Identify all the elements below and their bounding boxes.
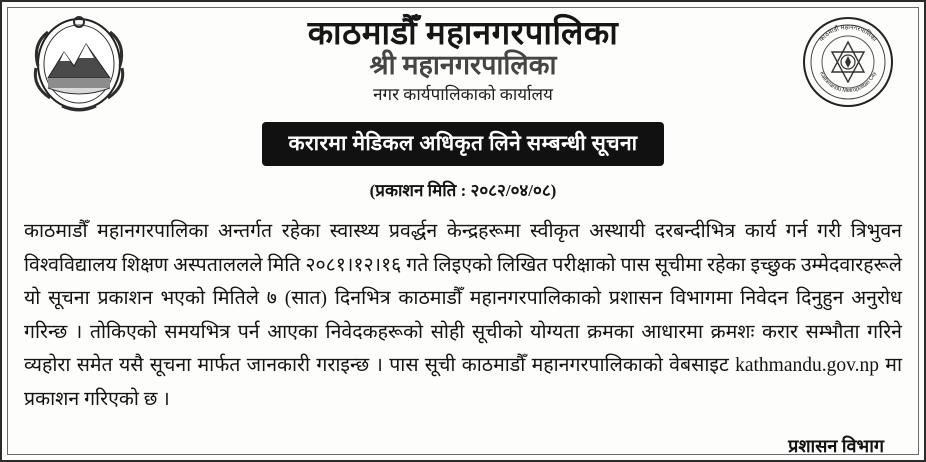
- document-header: [2, 2, 924, 120]
- organization-title: काठमाडौँ महानगरपालिका: [307, 16, 619, 52]
- organization-subtitle: श्री महानगरपालिका: [369, 49, 557, 80]
- publication-date: (प्रकाशन मिति : २०८२/०४/०८): [369, 181, 557, 200]
- svg-text:Kathmandu Metropolitan City: Kathmandu Metropolitan City: [818, 70, 878, 95]
- notice-body: [24, 215, 902, 416]
- issuing-department: प्रशासन विभाग: [788, 436, 884, 457]
- notice-body-paragraph: काठमाडौँ महानगरपालिका अन्तर्गत रहेका स्वास्थ्य प्रवर्द्धन केन्द्रहरूमा स्वीकृत अस्थायी दरबन्दीभित्र कार्य गर्न गरी त्रिभुवन विश्वविद्यालय शिक्षण अस्पताललले मिति २०८१।१२।१६ गते लिइएको लिखित परीक्षाको पास सूचीमा रहेका इच्छुक उम्मेदवारहरूले यो सूचना प्रकाशन भएको मितिले ७ (सात) दिनभित्र काठमाडौँ महानगरपालिकाको प्रशासन विभागमा निवेदन दिनुहुन अनुरोध गरिन्छ । तोकिएको समयभित्र पर्न आएका निवेदकहरूको सोही सूचीको योग्यता क्रमका आधारमा क्रमशः करार सम्भौता गरिने व्यहोरा समेत यसै सूचना मार्फत जानकारी गराइन्छ । पास सूची काठमाडौँ महानगरपालिकाको वेबसाइट kathmandu.gov.np मा प्रकाशन गरिएको छ ।: [24, 221, 902, 410]
- notice-banner-container: [2, 122, 924, 166]
- title-block: [14, 10, 912, 105]
- svg-text:काठमाडौं महानगरपालिका: काठमाडौं महानगरपालिका: [818, 23, 878, 44]
- organization-office: नगर कार्यपालिकाको कार्यालय: [373, 84, 553, 104]
- notice-banner-title: करारमा मेडिकल अधिकृत लिने सम्बन्धी सूचना: [262, 122, 663, 166]
